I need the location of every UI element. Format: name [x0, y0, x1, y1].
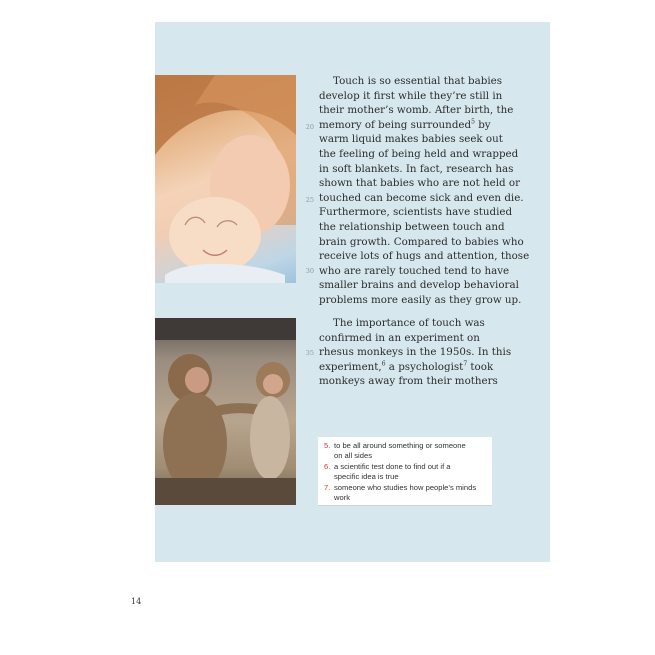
text-line: Touch is so essential that babies — [333, 75, 503, 87]
footnote-text: a scientific test done to find out if a — [334, 462, 451, 471]
text-line: touched can become sick and even die. — [319, 191, 524, 204]
text-line: receive lots of hugs and attention, those — [319, 250, 530, 263]
footnotes-box — [318, 437, 492, 506]
text-line: the feeling of being held and wrapped — [319, 147, 519, 160]
footnote — [324, 483, 489, 503]
text-fragment: memory of being surrounded — [319, 118, 472, 131]
text-line: brain growth. Compared to babies who — [319, 235, 524, 248]
footnote — [324, 441, 489, 461]
text-line: smaller brains and develop behavioral — [319, 279, 519, 292]
text-line-with-footnotes — [319, 360, 501, 375]
page-number: 14 — [131, 597, 142, 606]
line-number: 25 — [305, 196, 314, 204]
text-line: rhesus monkeys in the 1950s. In this — [319, 346, 512, 359]
text-line: their mother’s womb. After birth, the — [319, 104, 514, 117]
text-line: shown that babies who are not held or — [319, 177, 521, 190]
footnote-mark: 7 — [463, 360, 468, 368]
footnote-number: 6. — [324, 462, 331, 471]
footnote-text: work — [334, 493, 351, 502]
line-number: 20 — [305, 123, 314, 131]
footnote-text: on all sides — [334, 451, 372, 460]
mother-baby-photo — [155, 75, 296, 283]
line-number: 35 — [305, 349, 314, 357]
text-line: Furthermore, scientists have studied — [319, 206, 513, 219]
footnote-mark: 5 — [471, 118, 475, 126]
footnote — [324, 462, 489, 482]
text-line: the relationship between touch and — [319, 220, 505, 233]
paragraph-touch-babies — [319, 74, 530, 308]
footnote-number: 5. — [324, 441, 331, 450]
text-line: confirmed in an experiment on — [319, 331, 480, 344]
text-line: in soft blankets. In fact, research has — [319, 162, 514, 175]
text-line: warm liquid makes babies seek out — [319, 133, 503, 146]
text-line: The importance of touch was — [333, 317, 485, 329]
text-line-with-footnote — [319, 118, 501, 133]
footnote-text: specific idea is true — [334, 472, 399, 481]
mother-baby-illustration — [155, 75, 296, 283]
monkeys-photo — [155, 318, 296, 505]
text-fragment: took — [467, 360, 494, 373]
footnote-text: to be all around something or someone — [334, 441, 466, 450]
text-fragment: a psychologist — [385, 360, 464, 373]
text-line: develop it first while they’re still in — [319, 89, 503, 102]
line-number: 30 — [305, 267, 314, 275]
footnote-number: 7. — [324, 483, 331, 492]
text-fragment: by — [474, 118, 491, 131]
footnote-mark: 6 — [381, 360, 386, 368]
text-line: monkeys away from their mothers — [319, 375, 498, 388]
text-line: problems more easily as they grow up. — [319, 293, 522, 306]
footnote-text: someone who studies how people’s minds — [334, 483, 477, 492]
paragraph-monkey-experiment — [319, 316, 512, 389]
text-line: who are rarely touched tend to have — [319, 264, 510, 277]
text-fragment: experiment, — [319, 360, 382, 373]
monkeys-illustration — [155, 318, 296, 505]
